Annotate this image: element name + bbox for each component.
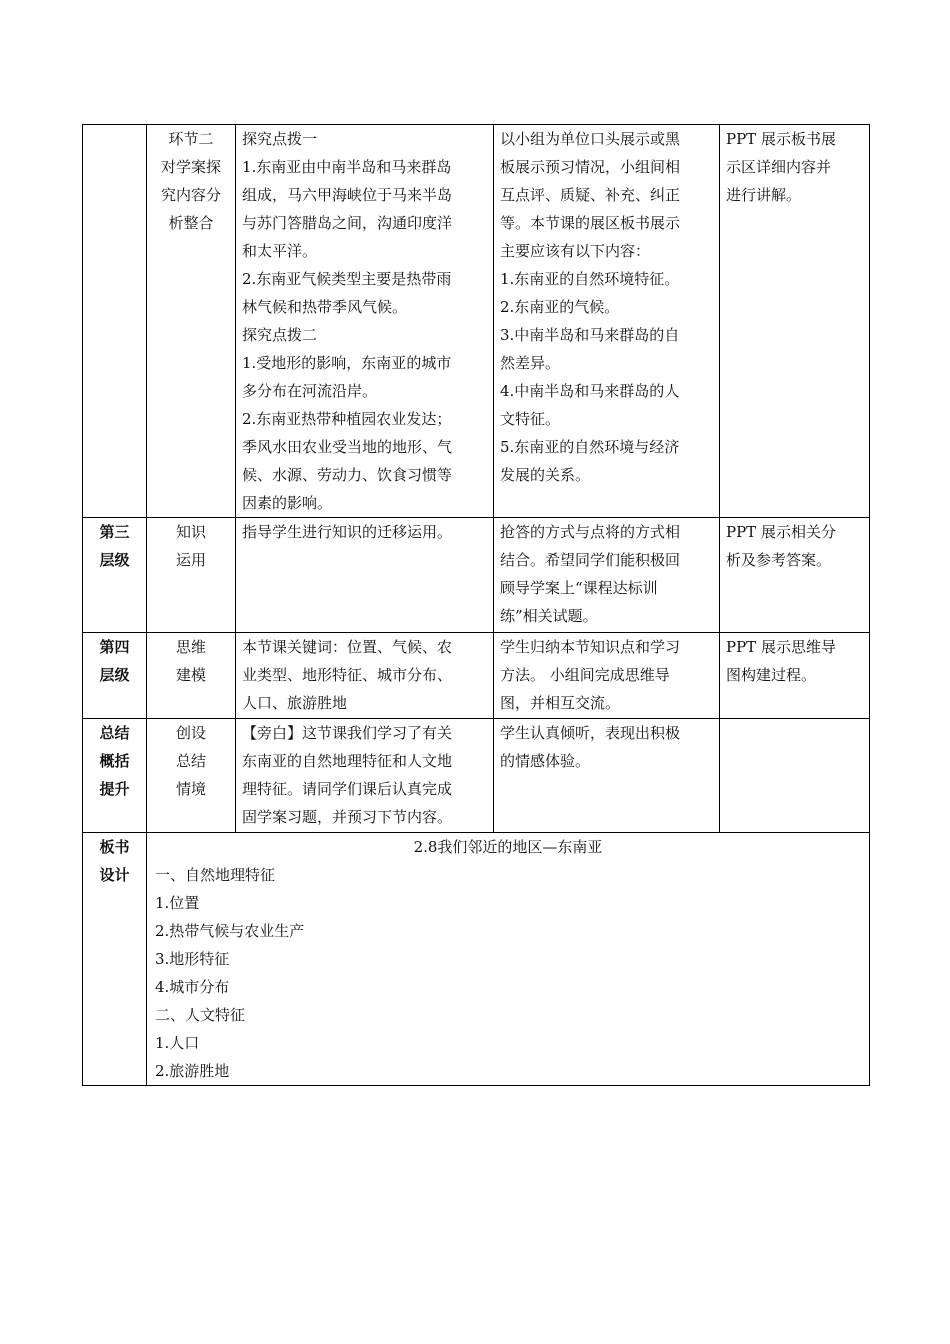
cell-media-level4 [720,633,870,719]
text-line: 候、水源、劳动力、饮食习惯等 [242,466,453,484]
text-line: 然差异。 [500,354,561,372]
text-line: 顾导学案上“课程达标训 [500,579,658,597]
cell-sub-level3 [147,518,236,633]
text-line: 和太平洋。 [242,242,318,260]
text-line: 互点评、质疑、补充、纠正 [500,186,681,204]
label-line: 概括 [99,752,130,770]
lesson-plan-table [82,124,870,1086]
text-line: 1.受地形的影响，东南亚的城市 [242,354,452,372]
board-line: 1.位置 [155,894,200,912]
text-line: 练”相关试题。 [500,607,598,625]
sub-line: 创设 [175,724,206,742]
cell-sub-level4 [147,633,236,719]
sub-line: 建模 [175,666,206,684]
board-line: 一、自然地理特征 [155,866,276,884]
text-line: 以小组为单位口头展示或黑 [500,130,681,148]
text-line: 学生归纳本节知识点和学习 [500,638,681,656]
label-line: 第三 [99,523,130,541]
row-level4 [83,633,870,719]
cell-teacher-level3 [236,518,494,633]
text-line: 多分布在河流沿岸。 [242,382,378,400]
cell-label-board [83,833,147,1086]
cell-label-empty [83,125,147,518]
board-title: 2.8我们邻近的地区—东南亚 [413,838,603,856]
text-line: PPT 展示思维导 [726,638,836,656]
text-line: 2.东南亚热带种植园农业发达； [242,410,452,428]
sub-line: 运用 [175,551,206,569]
text-line: 林气候和热带季风气候。 [242,298,408,316]
cell-student-level4 [494,633,720,719]
row-level3 [83,518,870,633]
board-line: 4.城市分布 [155,978,230,996]
text-line: 板展示预习情况，小组间相 [500,158,681,176]
cell-label-summary [83,719,147,833]
text-line: 东南亚的自然地理特征和人文地 [242,752,453,770]
label-line: 总结 [99,724,130,742]
label-line: 设计 [99,866,130,884]
sub-line: 析整合 [168,214,214,232]
text-line: 文特征。 [500,410,561,428]
text-line: 因素的影响。 [242,494,333,512]
text-line: 季风水田农业受当地的地形、气 [242,438,453,456]
text-line: 主要应该有以下内容： [500,242,651,260]
text-line: 4.中南半岛和马来群岛的人 [500,382,680,400]
text-line: 2.东南亚气候类型主要是热带雨 [242,270,452,288]
text-line: 进行讲解。 [726,186,802,204]
board-line: 1.人口 [155,1034,200,1052]
label-line: 提升 [99,780,130,798]
sub-line: 思维 [175,638,206,656]
board-line: 二、人文特征 [155,1006,246,1024]
text-line: 示区详细内容并 [726,158,832,176]
text-line: 探究点拨二 [242,326,318,344]
label-line: 层级 [99,551,130,569]
row-summary [83,719,870,833]
cell-teacher-huanjie2 [236,125,494,518]
text-line: 学生认真倾听，表现出积极 [500,724,681,742]
cell-teacher-summary [236,719,494,833]
label-line: 层级 [99,666,130,684]
text-line: 固学案习题，并预习下节内容。 [242,808,453,826]
text-line: 探究点拨一 [242,130,318,148]
text-line: 图，并相互交流。 [500,694,621,712]
text-line: 抢答的方式与点将的方式相 [500,523,681,541]
text-line: 1.东南亚由中南半岛和马来群岛 [242,158,452,176]
text-line: 组成，马六甲海峡位于马来半岛 [242,186,453,204]
text-line: 图构建过程。 [726,666,817,684]
board-line: 2.旅游胜地 [155,1062,230,1080]
text-line: 3.中南半岛和马来群岛的自 [500,326,680,344]
text-line: 析及参考答案。 [726,551,832,569]
label-line: 第四 [99,638,130,656]
text-line: 人口、旅游胜地 [242,694,348,712]
cell-media-huanjie2 [720,125,870,518]
cell-sub-huanjie2 [147,125,236,518]
cell-media-level3 [720,518,870,633]
text-line: 结合。希望同学们能积极回 [500,551,681,569]
text-line: 等。本节课的展区板书展示 [500,214,681,232]
board-line: 3.地形特征 [155,950,230,968]
cell-label-level3 [83,518,147,633]
text-line: 1.东南亚的自然环境特征。 [500,270,680,288]
text-line: 发展的关系。 [500,466,591,484]
cell-student-huanjie2 [494,125,720,518]
label-line: 板书 [99,838,130,856]
sub-line: 对学案探 [160,158,221,176]
row-board [83,833,870,1086]
cell-media-summary [720,719,870,833]
text-line: 【旁白】这节课我们学习了有关 [242,724,453,742]
text-line: 的情感体验。 [500,752,591,770]
row-huanjie2 [83,125,870,518]
sub-line: 情境 [175,780,206,798]
cell-student-level3 [494,518,720,633]
text-line: PPT 展示板书展 [726,130,836,148]
sub-line: 究内容分 [160,186,221,204]
text-line: 理特征。请同学们课后认真完成 [242,780,453,798]
sub-line: 总结 [175,752,206,770]
text-line: 指导学生进行知识的迁移运用。 [242,523,453,541]
text-line: 方法。 小组间完成思维导 [500,666,670,684]
cell-sub-summary [147,719,236,833]
text-line: 与苏门答腊岛之间，沟通印度洋 [242,214,453,232]
text-line: 5.东南亚的自然环境与经济 [500,438,680,456]
sub-line: 环节二 [168,130,214,148]
text-line: 2.东南亚的气候。 [500,298,620,316]
text-line: 本节课关键词：位置、气候、农 [242,638,453,656]
cell-board-design [147,833,870,1086]
text-line: PPT 展示相关分 [726,523,836,541]
sub-line: 知识 [175,523,206,541]
board-line: 2.热带气候与农业生产 [155,922,305,940]
cell-label-level4 [83,633,147,719]
cell-teacher-level4 [236,633,494,719]
text-line: 业类型、地形特征、城市分布、 [242,666,453,684]
cell-student-summary [494,719,720,833]
